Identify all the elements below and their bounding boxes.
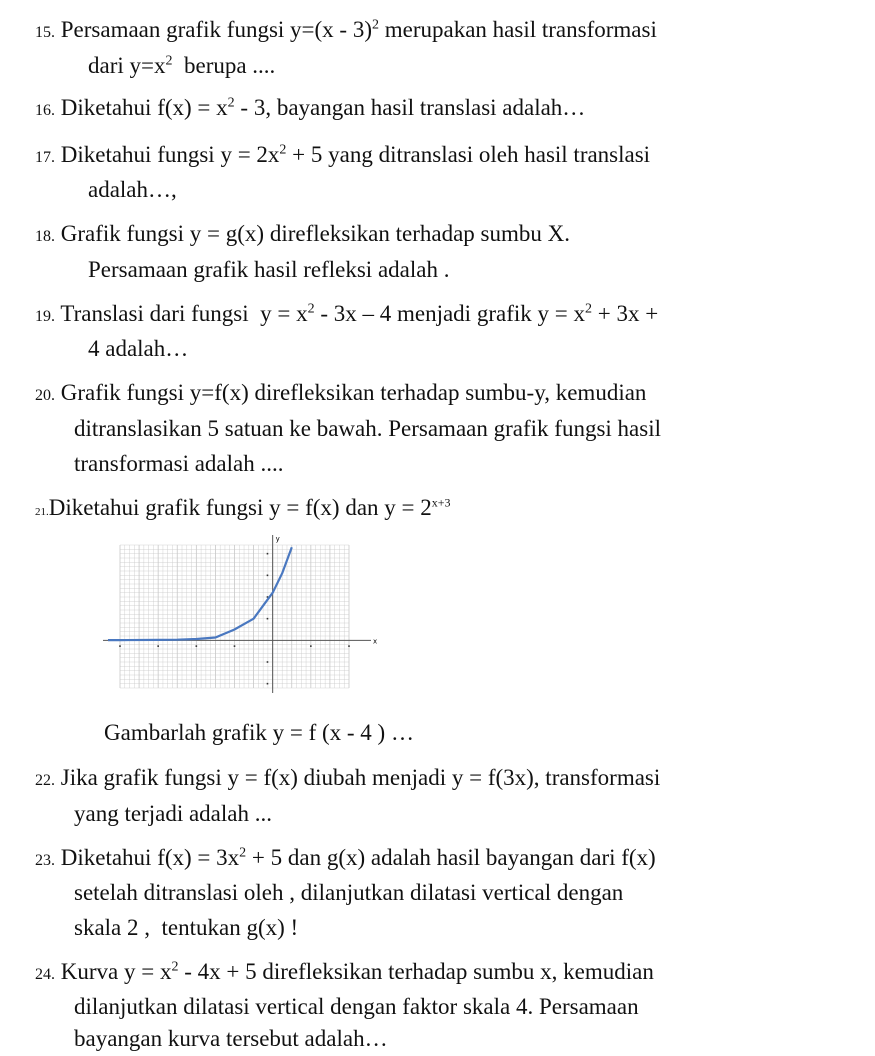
question-18-line-2 xyxy=(88,256,449,284)
question-22-line-2 xyxy=(74,800,272,828)
exponent: x+3 xyxy=(431,495,451,510)
question-text: yang terjadi adalah ... xyxy=(74,801,272,826)
question-text: Diketahui fungsi y = 2x xyxy=(60,142,280,167)
y-tick xyxy=(267,683,269,685)
question-20-line-3 xyxy=(74,450,283,478)
question-text: Diketahui grafik fungsi y = f(x) dan y = 2 xyxy=(48,495,432,520)
question-text: - 3x – 4 menjadi grafik y = x xyxy=(314,301,585,326)
question-text: + 5 dan g(x) adalah hasil bayangan dari f(x) xyxy=(246,845,656,870)
question-text: Jika grafik fungsi y = f(x) diubah menjadi y = f(3x), transformasi xyxy=(60,765,661,790)
question-text: Translasi dari fungsi y = x xyxy=(60,301,308,326)
x-tick xyxy=(310,645,312,647)
question-21-line-1 xyxy=(35,494,451,526)
y-tick xyxy=(267,575,269,577)
y-tick xyxy=(267,661,269,663)
exponent: 2 xyxy=(171,959,179,975)
question-20-line-1 xyxy=(35,379,646,410)
question-text: - 4x + 5 direfleksikan terhadap sumbu x, kemudian xyxy=(178,959,654,984)
question-24-line-1 xyxy=(35,958,654,989)
question-23-line-3 xyxy=(74,914,298,942)
x-tick xyxy=(119,645,121,647)
question-number: 22. xyxy=(35,772,55,789)
question-text: Persamaan grafik fungsi y=(x - 3) xyxy=(60,17,372,42)
question-text: dilanjutkan dilatasi vertical dengan faktor skala 4. Persamaan xyxy=(74,994,639,1019)
question-text: 4 adalah… xyxy=(88,336,189,361)
question-19-line-1 xyxy=(35,300,658,331)
question-text: Persamaan grafik hasil refleksi adalah . xyxy=(88,257,450,282)
exponent: 2 xyxy=(165,53,173,69)
x-tick xyxy=(348,645,350,647)
exponent: 2 xyxy=(227,95,235,111)
question-number: 24. xyxy=(35,966,55,983)
question-text: + 5 yang ditranslasi oleh hasil translasi xyxy=(286,142,651,167)
exponent: 2 xyxy=(239,845,247,861)
question-19-line-2 xyxy=(88,335,188,363)
question-text: - 3, bayangan hasil translasi adalah… xyxy=(234,95,586,120)
question-15-line-1 xyxy=(35,16,657,47)
x-tick xyxy=(234,645,236,647)
question-number: 15. xyxy=(35,24,55,41)
x-axis-label: x xyxy=(373,637,378,646)
exponential-graph xyxy=(103,533,381,693)
exponent: 2 xyxy=(372,17,379,33)
exponent: 2 xyxy=(584,301,592,317)
question-text: merupakan hasil transformasi xyxy=(379,17,657,42)
exponent: 2 xyxy=(279,142,287,158)
question-21-line-2 xyxy=(104,719,414,747)
question-23-line-1 xyxy=(35,844,656,875)
grid xyxy=(120,545,349,688)
question-text: Gambarlah grafik y = f (x - 4 ) … xyxy=(104,720,414,745)
x-tick xyxy=(196,645,198,647)
question-number: 23. xyxy=(35,852,55,869)
question-15-line-2 xyxy=(88,52,275,80)
question-number: 20. xyxy=(35,387,55,404)
question-24-line-2 xyxy=(74,993,639,1021)
question-text: transformasi adalah .... xyxy=(74,451,284,476)
question-text: adalah…, xyxy=(88,177,177,202)
question-18-line-1 xyxy=(35,220,570,251)
question-22-line-1 xyxy=(35,764,660,795)
question-17-line-2 xyxy=(88,176,177,204)
question-text: Kurva y = x xyxy=(60,959,172,984)
question-text: Diketahui f(x) = 3x xyxy=(60,845,240,870)
y-tick xyxy=(267,618,269,620)
question-text: Grafik fungsi y=f(x) direfleksikan terhadap sumbu-y, kemudian xyxy=(60,380,647,405)
exponent: 2 xyxy=(307,301,315,317)
question-text: Diketahui f(x) = x xyxy=(60,95,228,120)
axes xyxy=(103,535,371,693)
y-tick xyxy=(267,553,269,555)
question-text: dari y=x xyxy=(88,53,166,78)
question-text: Grafik fungsi y = g(x) direfleksikan terhadap sumbu X. xyxy=(60,221,571,246)
question-text: ditranslasikan 5 satuan ke bawah. Persamaan grafik fungsi hasil xyxy=(74,416,661,441)
question-number: 18. xyxy=(35,228,55,245)
question-number: 21. xyxy=(35,506,49,518)
question-17-line-1 xyxy=(35,141,650,172)
y-axis-label: y xyxy=(275,535,280,543)
question-24-line-3 xyxy=(74,1025,388,1053)
question-23-line-2 xyxy=(74,879,623,907)
question-number: 19. xyxy=(35,308,55,325)
question-text: setelah ditranslasi oleh , dilanjutkan dilatasi vertical dengan xyxy=(74,880,624,905)
question-text: skala 2 , tentukan g(x) ! xyxy=(74,915,299,940)
x-tick xyxy=(157,645,159,647)
question-16-line-1 xyxy=(35,94,585,125)
curve-series xyxy=(108,547,292,640)
question-text: berupa .... xyxy=(172,53,276,78)
question-text: + 3x + xyxy=(591,301,659,326)
question-number: 16. xyxy=(35,102,55,119)
question-20-line-2 xyxy=(74,415,661,443)
question-text: bayangan kurva tersebut adalah… xyxy=(74,1026,388,1051)
question-number: 17. xyxy=(35,149,55,166)
